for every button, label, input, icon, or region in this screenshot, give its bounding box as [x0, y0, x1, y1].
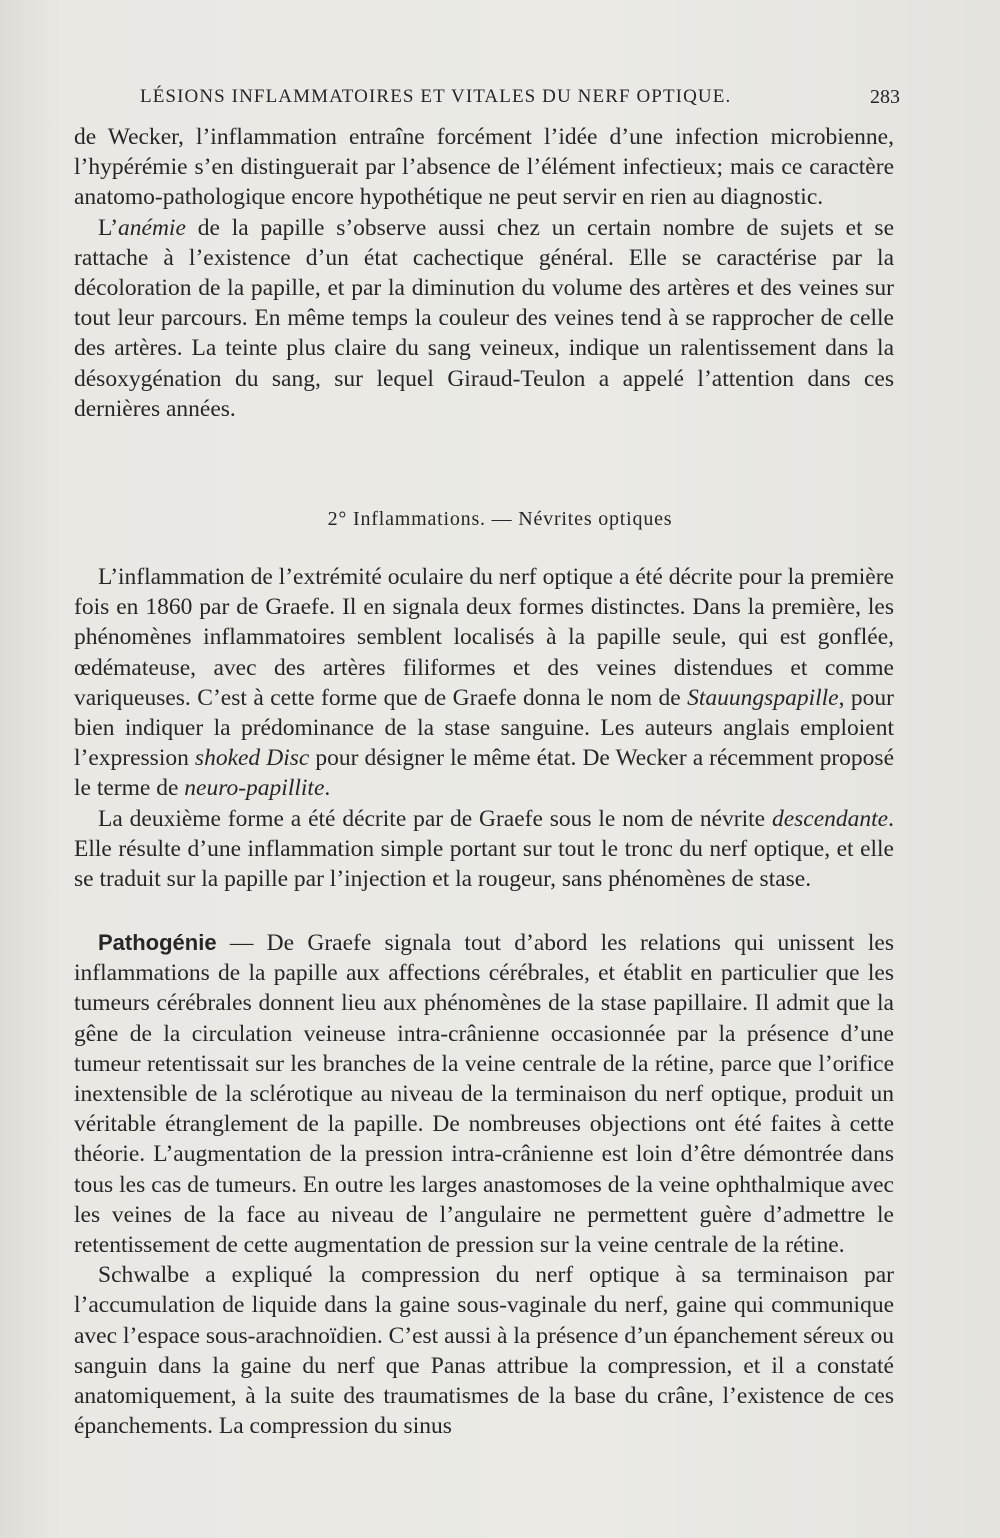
text-run: . — [324, 775, 331, 802]
paragraph-graefe-1860 — [74, 562, 894, 804]
text-run: La deuxième forme a été décrite par de Graefe sous le nom de névrite — [98, 805, 772, 832]
term-stauungspapille: Stauungspapille — [687, 684, 839, 711]
page-header — [140, 86, 900, 116]
paragraph-anemie — [74, 213, 894, 424]
term-neuro-papillite: neuro-papillite — [184, 775, 325, 802]
page-number: 283 — [870, 86, 900, 108]
term-shoked-disc: shoked Disc — [194, 745, 310, 772]
text-run: pour désigner le même état. De Wecker a récemment proposé le terme de — [74, 745, 894, 802]
intro-block — [74, 122, 894, 424]
text-run: L’inflammation de l’extrémité oculaire du nerf optique a été décrite pour la première fois en 1860 par de Graefe. Il en signala deux formes distinctes. Dans la première, les phénomènes inflammatoires semblent localisés à la papille seule, qui est gonflée, œdémateuse, avec des artères filiformes et des veines distendues et comme variqueuses. C’est à cette forme que de Graefe donna le nom de — [74, 564, 894, 711]
section-heading: 2° Inflammations. — Névrites optiques — [327, 508, 673, 530]
term-anemie: anémie — [118, 214, 186, 241]
text-run: , pour bien indiquer la prédominance de la stase sanguine. Les auteurs anglais emploient l’expression — [74, 684, 894, 772]
text-run: de la papille s’observe aussi chez un certain nombre de sujets et se rattache à l’existence d’un état cachectique général. Elle se caractérise par la décoloration de la papille, et par la diminution du volume des artères et des veines sur tout leur parcours. En même temps la couleur des veines tend à se rapprocher de celle des artères. La teinte plus claire du sang veineux, indique un ralentissement dans la désoxygénation du sang, sur lequel Giraud-Teulon a appelé l’attention dans ces dernières années. — [74, 214, 894, 422]
paragraph-nevrite-descendante — [74, 804, 894, 895]
nevrites-block — [74, 562, 894, 894]
paragraph-wecker: de Wecker, l’inflammation entraîne forcément l’idée d’une infection microbienne, l’hypérémie s’en distinguerait par l’absence de l’élément infectieux; mais ce caractère anatomo-pathologique encore hypothétique ne peut servir en rien au diagnostic. — [74, 124, 894, 211]
running-title: LÉSIONS INFLAMMATOIRES ET VITALES DU NERF OPTIQUE. — [140, 86, 732, 107]
paragraph-pathogenie — [74, 928, 894, 1260]
pathogenie-block — [74, 928, 894, 1441]
paragraph-schwalbe: Schwalbe a expliqué la compression du nerf optique à sa terminaison par l’accumulation de liquide dans la gaine sous-vaginale du nerf, gaine qui communique avec l’espace sous-arachnoïdien. C’est aussi à la présence d’un épanchement séreux ou sanguin dans la gaine du nerf que Panas attribue la compression, et il a constaté anatomiquement, à la suite des traumatismes de la base du crâne, l’existence de ces épanchements. La compression du sinus — [74, 1262, 894, 1440]
pathogenie-label: Pathogénie — [98, 930, 217, 955]
text-run: L’ — [98, 214, 119, 241]
text-run: — De Graefe signala tout d’abord les relations qui unissent les inflammations de la papille aux affections cérébrales, et établit en particulier que les tumeurs cérébrales donnent lieu aux phénomènes de la stase papillaire. Il admit que la gêne de la circulation veineuse intra-crânienne occasionnée par la présence d’une tumeur retentissait sur les branches de la veine centrale de la rétine, parce que l’orifice inextensible de la sclérotique au niveau de la terminaison du nerf optique, produit un véritable étranglement de la papille. De nombreuses objections ont été faites à cette théorie. L’augmentation de la pression intra-crânienne est loin d’être démontrée dans tous les cas de tumeurs. En outre les larges anastomoses de la veine ophthalmique avec les veines de la face au niveau de l’angulaire ne permettent guère d’admettre le retentissement de cette augmentation de pression sur la veine centrale de la rétine. — [74, 930, 894, 1259]
term-descendante: descendante — [771, 805, 889, 832]
text-run: . Elle résulte d’une inflammation simple portant sur tout le tronc du nerf optique, et elle se traduit sur la papille par l’injection et la rougeur, sans phénomènes de stase. — [74, 805, 894, 893]
